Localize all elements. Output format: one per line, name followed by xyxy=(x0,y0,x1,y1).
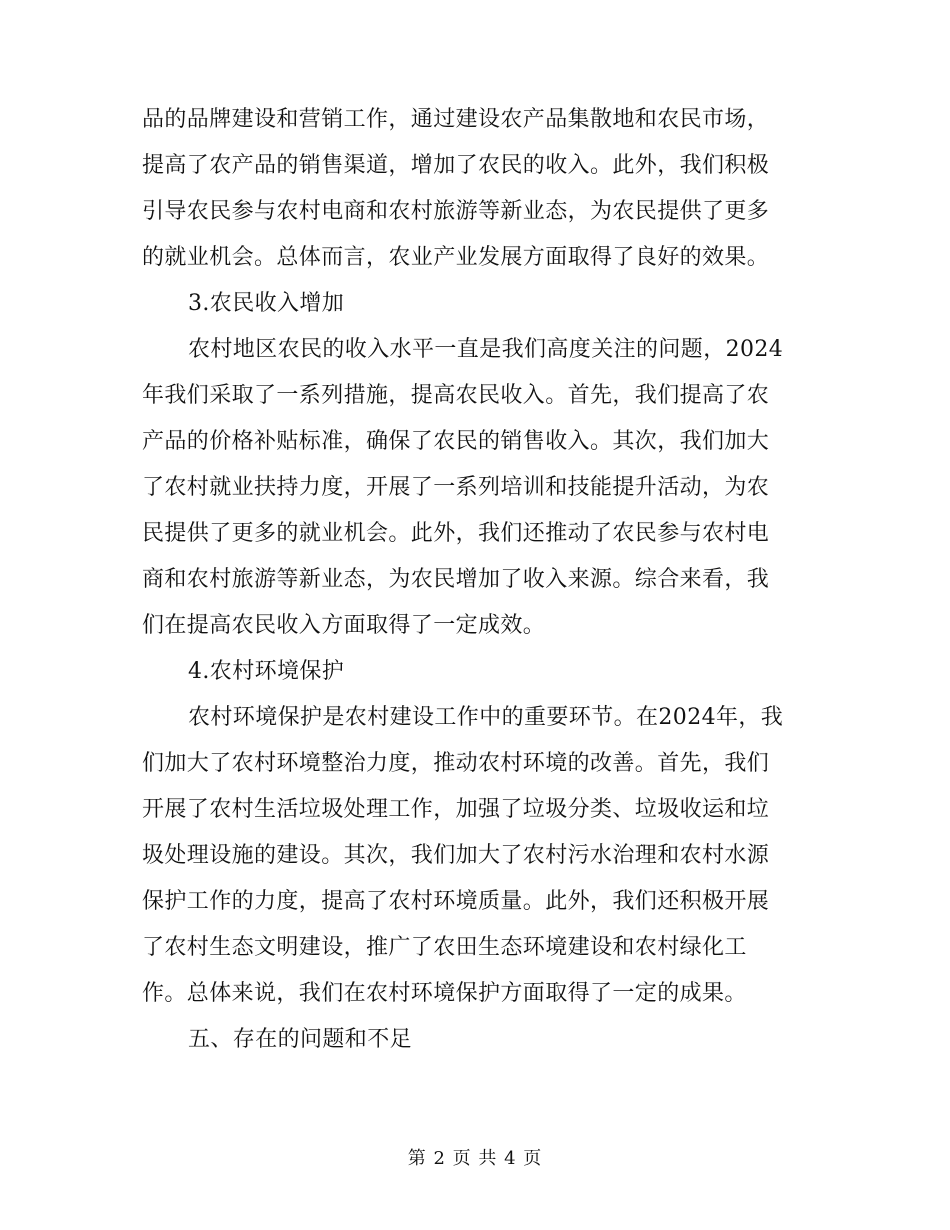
text-line: 们加大了农村环境整治力度，推动农村环境的改善。首先，我们 xyxy=(142,751,770,776)
text-line: 保护工作的力度，提高了农村环境质量。此外，我们还积极开展 xyxy=(142,889,770,914)
text-line: 产品的价格补贴标准，确保了农民的销售收入。其次，我们加大 xyxy=(142,429,770,454)
text-line: 们在提高农民收入方面取得了一定成效。 xyxy=(142,613,546,638)
section-heading: 3.农民收入增加 xyxy=(188,291,345,316)
text-line: 提高了农产品的销售渠道，增加了农民的收入。此外，我们积极 xyxy=(142,153,770,178)
text-line: 农村地区农民的收入水平一直是我们高度关注的问题，2024 xyxy=(188,337,784,362)
text-line: 了农村就业扶持力度，开展了一系列培训和技能提升活动，为农 xyxy=(142,475,770,500)
text-line: 圾处理设施的建设。其次，我们加大了农村污水治理和农村水源 xyxy=(142,843,770,868)
text-line: 农村环境保护是农村建设工作中的重要环节。在2024年，我 xyxy=(188,705,784,730)
text-line: 品的品牌建设和营销工作，通过建设农产品集散地和农民市场， xyxy=(142,107,770,132)
text-line: 作。总体来说，我们在农村环境保护方面取得了一定的成果。 xyxy=(142,981,747,1006)
text-line: 商和农村旅游等新业态，为农民增加了收入来源。综合来看，我 xyxy=(142,567,770,592)
section-heading: 五、存在的问题和不足 xyxy=(188,1027,413,1052)
text-line: 引导农民参与农村电商和农村旅游等新业态，为农民提供了更多 xyxy=(142,199,770,224)
section-heading: 4.农村环境保护 xyxy=(188,659,345,684)
text-line: 年我们采取了一系列措施，提高农民收入。首先，我们提高了农 xyxy=(142,383,770,408)
text-line: 了农村生态文明建设，推广了农田生态环境建设和农村绿化工 xyxy=(142,935,747,960)
text-line: 开展了农村生活垃圾处理工作，加强了垃圾分类、垃圾收运和垃 xyxy=(142,797,770,822)
text-line: 的就业机会。总体而言，农业产业发展方面取得了良好的效果。 xyxy=(142,245,770,270)
text-line: 民提供了更多的就业机会。此外，我们还推动了农民参与农村电 xyxy=(142,521,770,546)
page-number-footer: 第 2 页 共 4 页 xyxy=(407,1148,543,1169)
